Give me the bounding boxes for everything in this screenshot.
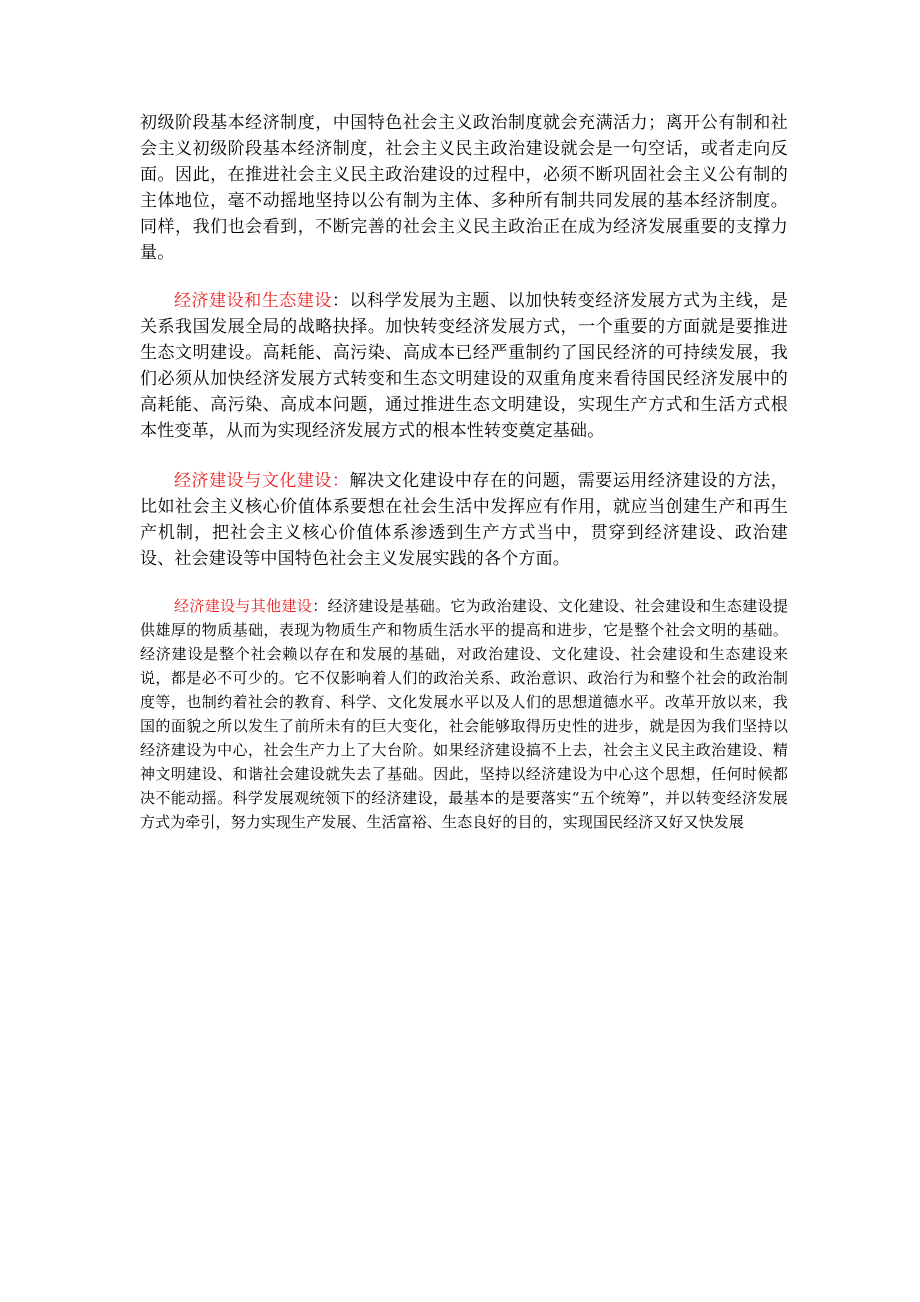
paragraph-economy-others: [140, 594, 788, 834]
paragraph-text: ：以科学发展为主题、以加快转变经济发展方式为主线，是关系我国发展全局的战略抉择。加快转变经济发展方式，一个重要的方面就是要推进生态文明建设。高耗能、高污染、高成本已经严重制约了国民经济的可持续发展，我们必须从加快经济发展方式转变和生态文明建设的双重角度来看待国民经济发展中的高耗能、高污染、高成本问题，通过推进生态文明建设，实现生产方式和生活方式根本性变革，从而为实现经济发展方式的根本性转变奠定基础。: [140, 291, 788, 441]
section-heading-economy-others: 经济建设与其他建设: [174, 597, 313, 615]
paragraph-economy-culture: [140, 468, 788, 572]
paragraph-text: 初级阶段基本经济制度，中国特色社会主义政治制度就会充满活力；离开公有制和社会主义初级阶段基本经济制度，社会主义民主政治建设就会是一句空话，或者走向反面。因此，在推进社会主义民主政治建设的过程中，必须不断巩固社会主义公有制的主体地位，毫不动摇地坚持以公有制为主体、多种所有制共同发展的基本经济制度。同样，我们也会看到，不断完善的社会主义民主政治正在成为经济发展重要的支撑力量。: [140, 113, 788, 263]
paragraph-economy-ecology: [140, 288, 788, 444]
paragraph-text: 解决文化建设中存在的问题，需要运用经济建设的方法，比如社会主义核心价值体系要想在社会生活中发挥应有作用，就应当创建生产和再生产机制，把社会主义核心价值体系渗透到生产方式当中，贯穿到经济建设、政治建设、社会建设等中国特色社会主义发展实践的各个方面。: [140, 471, 789, 569]
section-heading-economy-ecology: 经济建设和生态建设: [174, 291, 332, 311]
paragraph-continuation: [140, 110, 788, 266]
document-page: [140, 110, 788, 834]
paragraph-text: ：经济建设是基础。它为政治建设、文化建设、社会建设和生态建设提供雄厚的物质基础，表现为物质生产和物质生活水平的提高和进步，它是整个社会文明的基础。经济建设是整个社会赖以存在和发展的基础，对政治建设、文化建设、社会建设和生态建设来说，都是必不可少的。它不仅影响着人们的政治关系、政治意识、政治行为和整个社会的政治制度等，也制约着社会的教育、科学、文化发展水平以及人们的思想道德水平。改革开放以来，我国的面貌之所以发生了前所未有的巨大变化，社会能够取得历史性的进步，就是因为我们坚持以经济建设为中心，社会生产力上了大台阶。如果经济建设搞不上去，社会主义民主政治建设、精神文明建设、和谐社会建设就失去了基础。因此，坚持以经济建设为中心这个思想，任何时候都决不能动摇。科学发展观统领下的经济建设，最基本的是要落实“五个统筹”，并以转变经济发展方式为牵引，努力实现生产发展、生活富裕、生态良好的目的，实现国民经济又好又快发展: [140, 597, 789, 831]
section-heading-economy-culture: 经济建设与文化建设：: [174, 471, 350, 491]
